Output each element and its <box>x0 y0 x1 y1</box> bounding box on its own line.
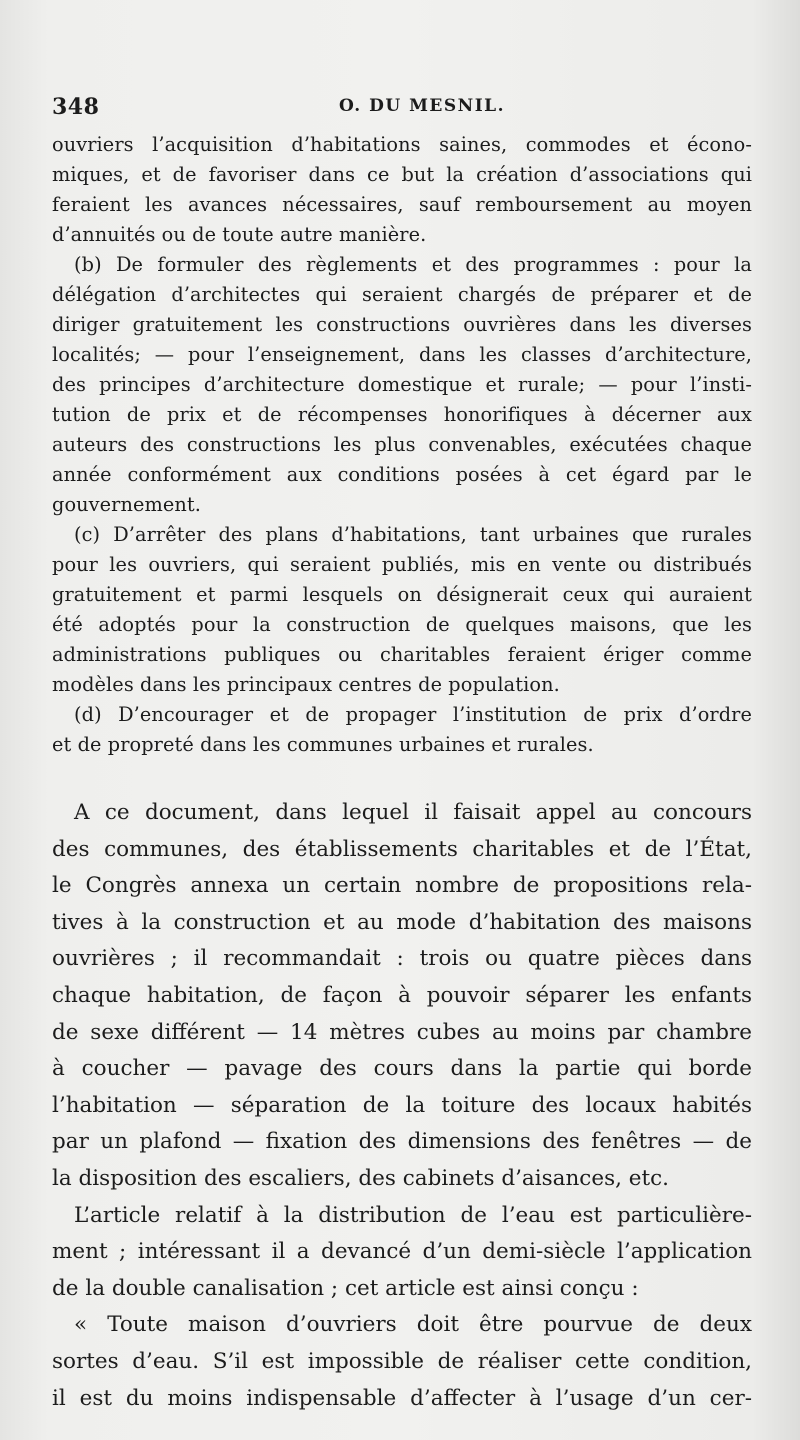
text-line: gouvernement. <box>52 493 202 516</box>
text-line: miques, et de favoriser dans ce but la création d’associations qui <box>52 163 752 186</box>
page-header <box>52 94 752 124</box>
text-line: ouvriers l’acquisition d’habitations saines, commodes et écono- <box>52 133 752 156</box>
text-line: ment ; intéressant il a devancé d’un demi-siècle l’application <box>52 1239 752 1265</box>
text-line: délégation d’architectes qui seraient chargés de préparer et de <box>52 283 752 306</box>
small-print-section <box>52 130 752 760</box>
text-line: la disposition des escaliers, des cabinets d’aisances, etc. <box>52 1165 670 1191</box>
text-line: gratuitement et parmi lesquels on désignerait ceux qui auraient <box>52 583 752 606</box>
text-line: localités; — pour l’enseignement, dans les classes d’architecture, <box>52 343 752 366</box>
text-line: tives à la construction et au mode d’habitation des maisons <box>52 909 752 935</box>
text-line: A ce document, dans lequel il faisait appel au concours <box>74 800 752 825</box>
text-line: de sexe différent — 14 mètres cubes au moins par chambre <box>52 1019 752 1045</box>
text-line: (c) D’arrêter des plans d’habitations, tant urbaines que rurales <box>74 523 752 546</box>
page-number: 348 <box>52 94 100 120</box>
text-line: pour les ouvriers, qui seraient publiés, mis en vente ou distribués <box>52 553 752 576</box>
text-line: l’habitation — séparation de la toiture des locaux habités <box>52 1092 752 1118</box>
running-head: O. DU MESNIL. <box>338 96 506 116</box>
text-line: des principes d’architecture domestique et rurale; — pour l’insti- <box>52 373 752 396</box>
text-line: administrations publiques ou charitables feraient ériger comme <box>52 643 752 666</box>
text-line: auteurs des constructions les plus convenables, exécutées chaque <box>52 433 752 456</box>
text-line: des communes, des établissements charitables et de l’État, <box>52 836 752 862</box>
text-line: le Congrès annexa un certain nombre de propositions rela- <box>52 873 752 899</box>
text-line: modèles dans les principaux centres de population. <box>52 673 560 696</box>
text-line: (d) D’encourager et de propager l’institution de prix d’ordre <box>74 703 752 726</box>
main-text-section <box>52 795 752 1417</box>
text-line: feraient les avances nécessaires, sauf remboursement au moyen <box>52 193 752 216</box>
text-line: année conformément aux conditions posées à cet égard par le <box>52 463 752 486</box>
text-line: il est du moins indispensable d’affecter à l’usage d’un cer- <box>52 1385 752 1411</box>
text-line: (b) De formuler des règlements et des programmes : pour la <box>74 253 752 276</box>
text-line: L’article relatif à la distribution de l’eau est particulière- <box>74 1202 752 1228</box>
text-line: d’annuités ou de toute autre manière. <box>52 223 427 246</box>
text-line: diriger gratuitement les constructions ouvrières dans les diverses <box>52 313 752 336</box>
text-line: été adoptés pour la construction de quelques maisons, que les <box>52 613 752 636</box>
text-line: à coucher — pavage des cours dans la partie qui borde <box>52 1056 752 1082</box>
text-line: tution de prix et de récompenses honorifiques à décerner aux <box>52 403 752 426</box>
text-line: de la double canalisation ; cet article est ainsi conçu : <box>52 1275 639 1301</box>
text-line: sortes d’eau. S’il est impossible de réaliser cette condition, <box>52 1348 752 1374</box>
text-line: chaque habitation, de façon à pouvoir séparer les enfants <box>52 982 752 1008</box>
text-line: par un plafond — fixation des dimensions des fenêtres — de <box>52 1129 752 1155</box>
text-line: et de propreté dans les communes urbaines et rurales. <box>52 733 594 756</box>
text-line: « Toute maison d’ouvriers doit être pourvue de deux <box>74 1312 752 1338</box>
text-line: ouvrières ; il recommandait : trois ou quatre pièces dans <box>52 946 752 972</box>
